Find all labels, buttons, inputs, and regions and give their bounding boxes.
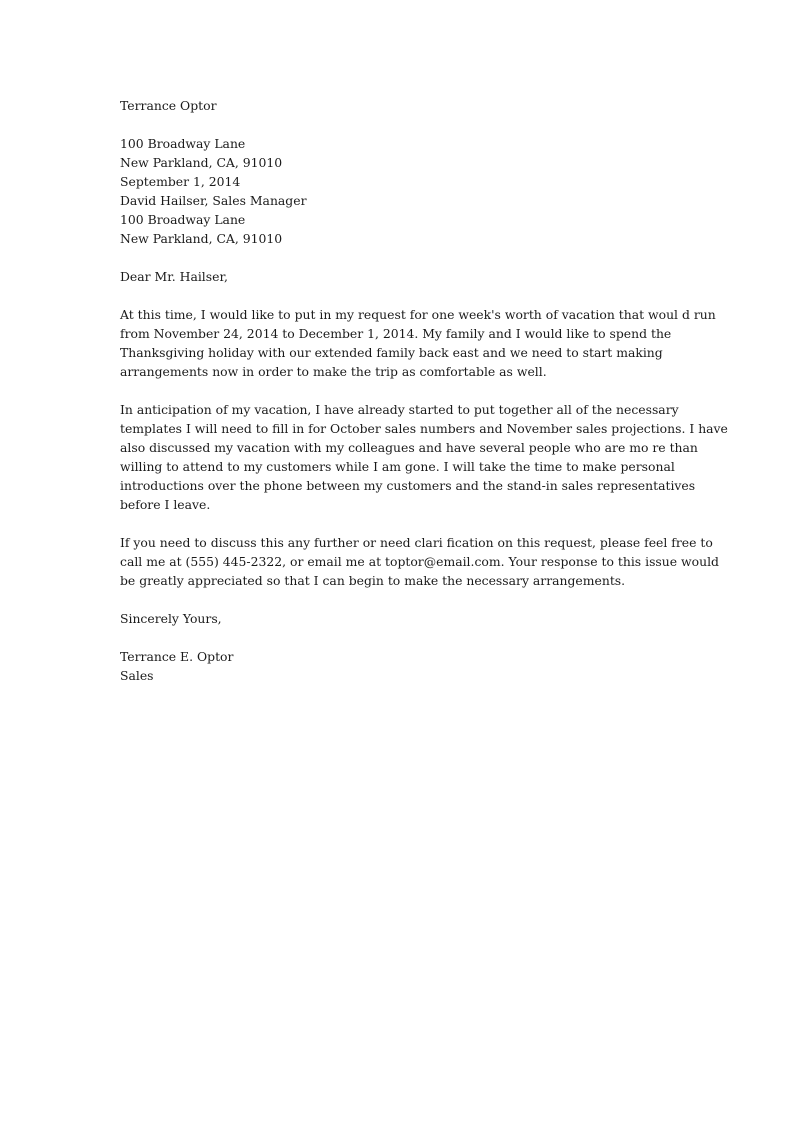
signature-title: Sales bbox=[120, 668, 154, 683]
paragraph-line: from November 24, 2014 to December 1, 2014. My family and I would like to spend the bbox=[120, 326, 672, 341]
spacer bbox=[120, 590, 680, 609]
paragraph-line: be greatly appreciated so that I can begin to make the necessary arrangements. bbox=[120, 573, 626, 588]
paragraph-line: call me at (555) 445-2322, or email me at toptor@email.com. Your response to this issue would bbox=[120, 554, 719, 569]
paragraph-line: templates I will need to fill in for October sales numbers and November sales projections. I have bbox=[120, 421, 728, 436]
paragraph-line: At this time, I would like to put in my request for one week's worth of vacation that woul d run bbox=[120, 307, 716, 322]
spacer bbox=[120, 381, 680, 400]
paragraph-2 bbox=[120, 400, 728, 514]
recipient-address-line2: New Parkland, CA, 91010 bbox=[120, 231, 283, 246]
paragraph-3 bbox=[120, 533, 719, 590]
spacer bbox=[120, 286, 680, 305]
sender-address-line1: 100 Broadway Lane bbox=[120, 136, 246, 151]
paragraph-line: also discussed my vacation with my colleagues and have several people who are mo re than bbox=[120, 440, 698, 455]
letter-date: September 1, 2014 bbox=[120, 174, 241, 189]
closing: Sincerely Yours, bbox=[120, 611, 222, 626]
spacer bbox=[120, 115, 680, 134]
recipient-name-title: David Hailser, Sales Manager bbox=[120, 193, 307, 208]
salutation: Dear Mr. Hailser, bbox=[120, 269, 228, 284]
spacer bbox=[120, 248, 680, 267]
paragraph-line: willing to attend to my customers while I am gone. I will take the time to make personal bbox=[120, 459, 675, 474]
sender-name: Terrance Optor bbox=[120, 98, 217, 113]
paragraph-1 bbox=[120, 305, 716, 381]
spacer bbox=[120, 514, 680, 533]
sender-address-line2: New Parkland, CA, 91010 bbox=[120, 155, 283, 170]
spacer bbox=[120, 628, 680, 647]
paragraph-line: before I leave. bbox=[120, 497, 211, 512]
paragraph-line: introductions over the phone between my customers and the stand-in sales representatives bbox=[120, 478, 696, 493]
paragraph-line: arrangements now in order to make the trip as comfortable as well. bbox=[120, 364, 547, 379]
signature-name: Terrance E. Optor bbox=[120, 649, 234, 664]
paragraph-line: In anticipation of my vacation, I have already started to put together all of the necessary bbox=[120, 402, 679, 417]
paragraph-line: If you need to discuss this any further or need clari fication on this request, please feel free to bbox=[120, 535, 713, 550]
paragraph-line: Thanksgiving holiday with our extended family back east and we need to start making bbox=[120, 345, 663, 360]
letter-body bbox=[120, 96, 728, 685]
recipient-address-line1: 100 Broadway Lane bbox=[120, 212, 246, 227]
